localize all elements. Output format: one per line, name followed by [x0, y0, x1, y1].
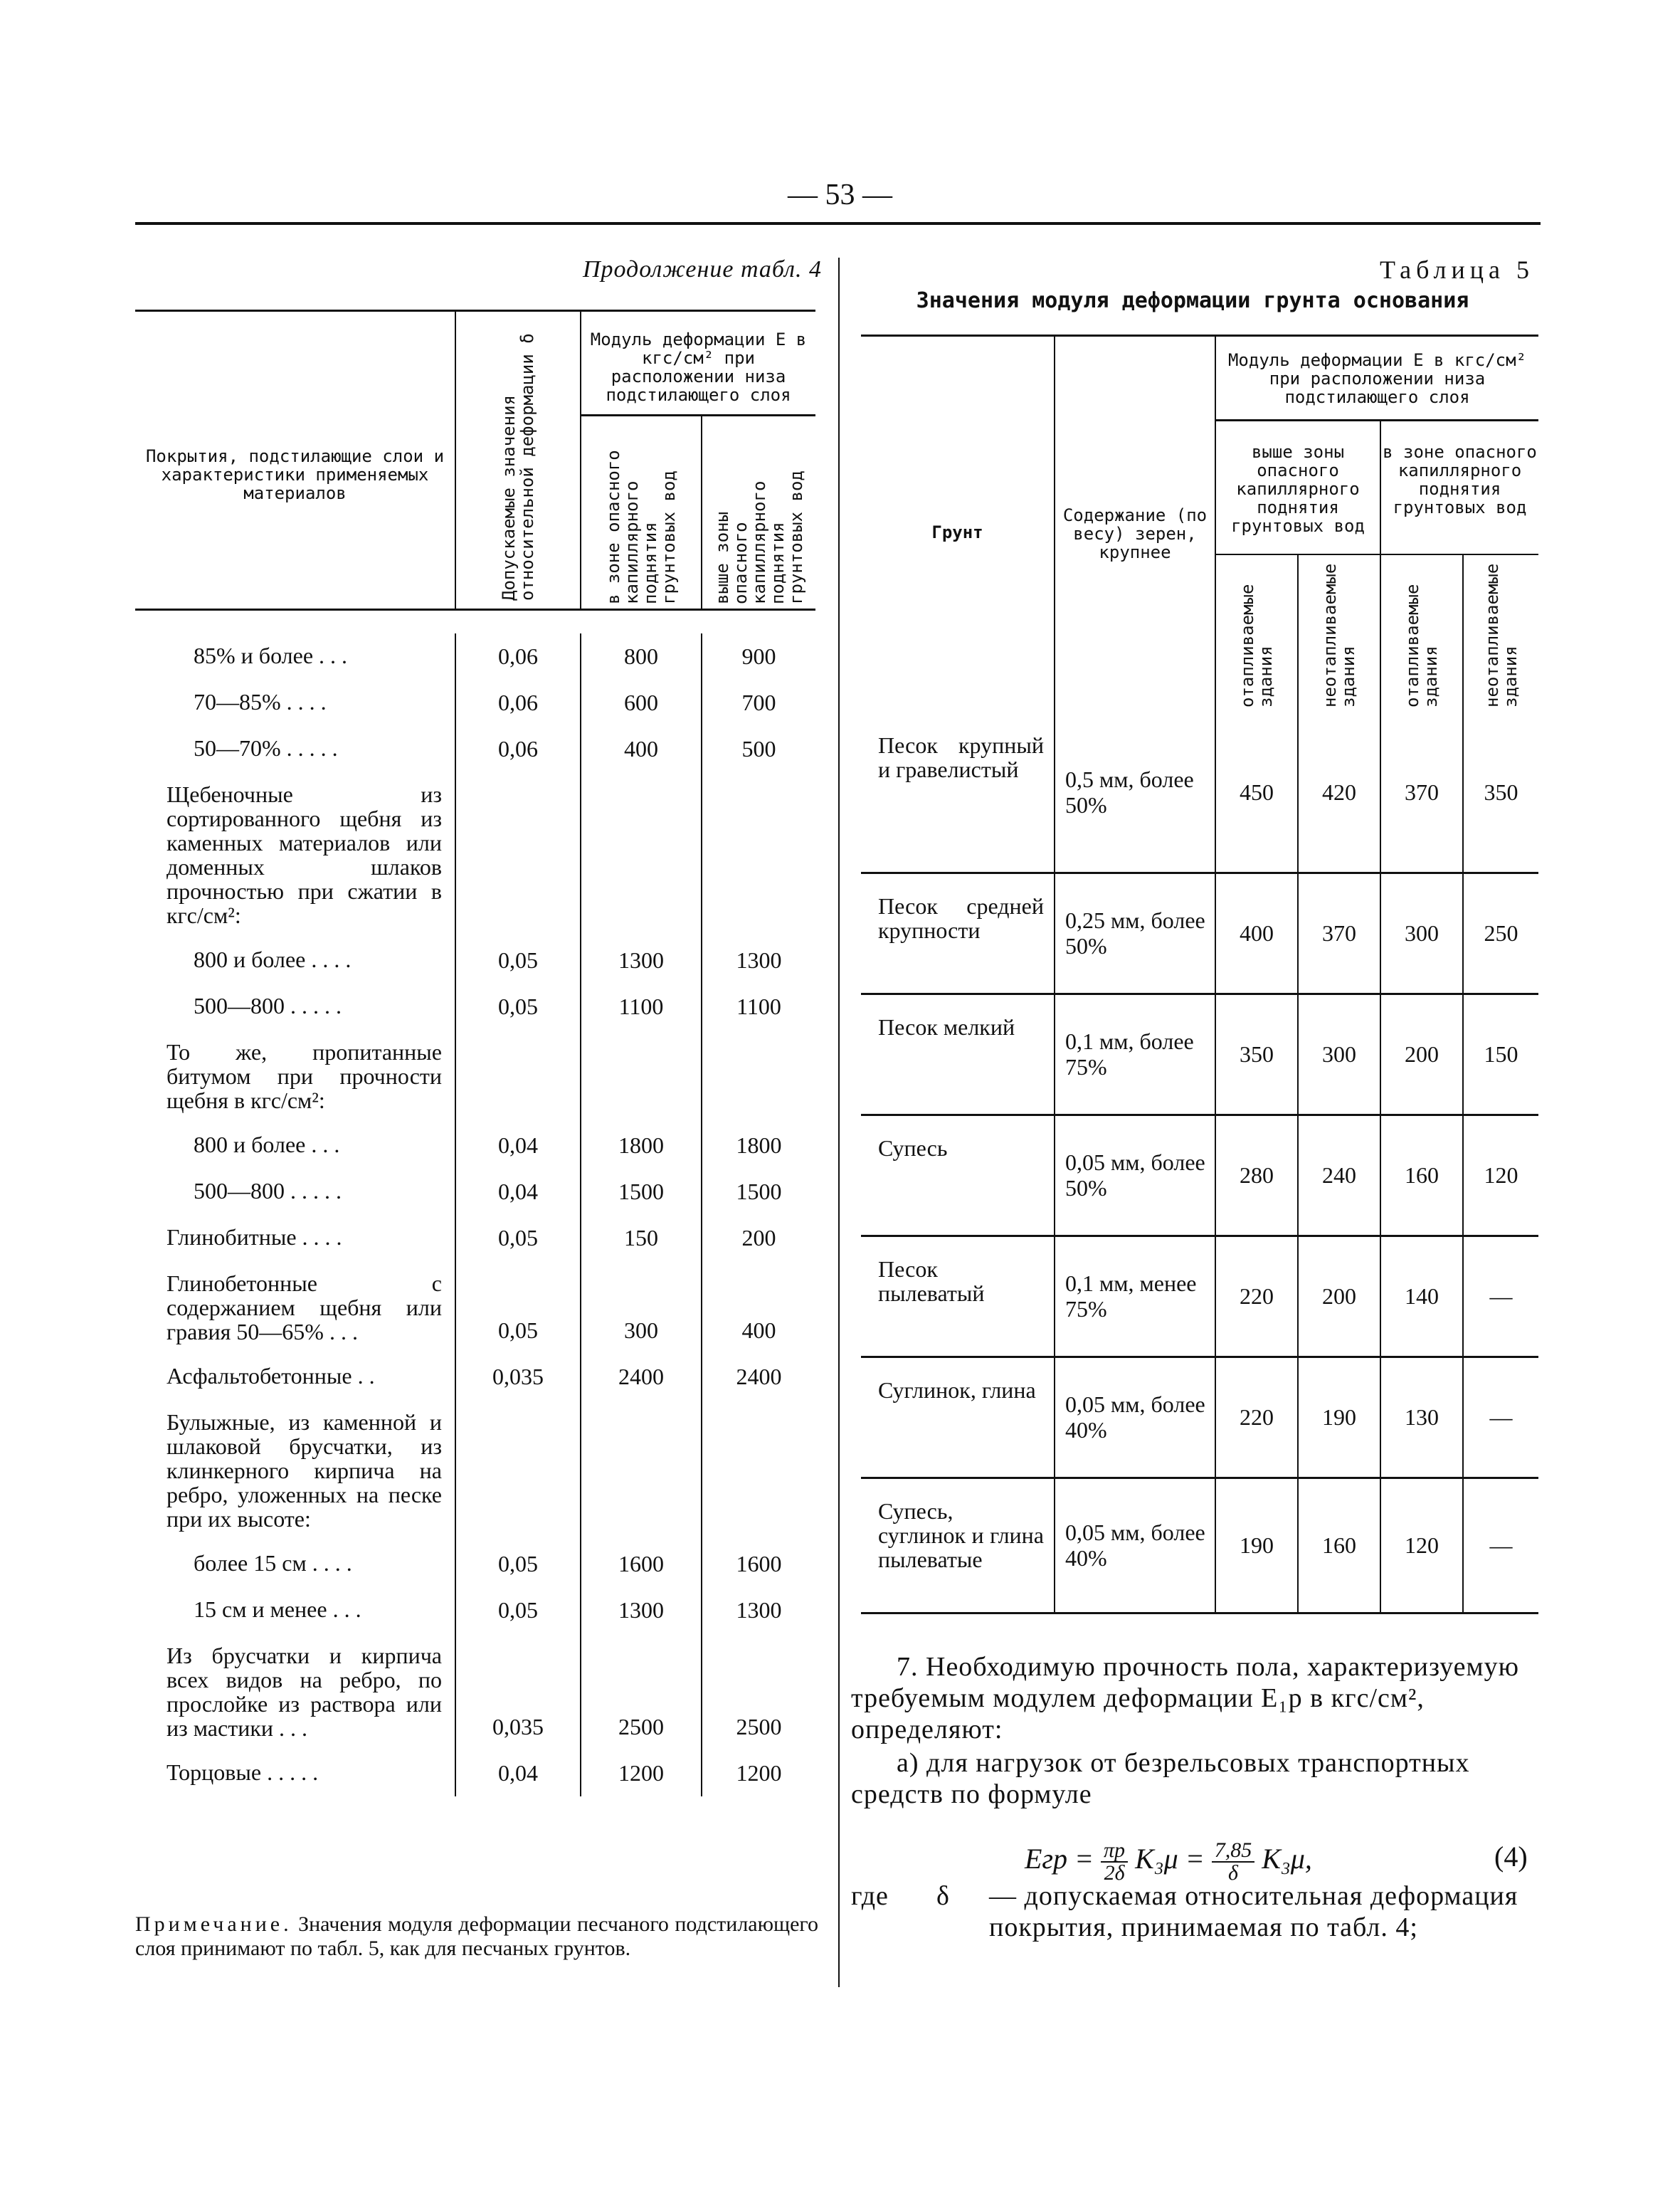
row-value: 160 [1298, 1478, 1380, 1613]
row-value: 220 [1215, 1357, 1298, 1478]
header-coverings: Покрытия, подстилающие слои и характеристики применяемых материалов [135, 311, 455, 610]
row-value: 130 [1380, 1357, 1463, 1478]
table-row [135, 984, 815, 1030]
row-modulus-above-zone: 1600 [702, 1541, 815, 1587]
table-row [135, 633, 815, 680]
row-label: Глинобетонные с содержанием щебня или гравия 50—65% . . . [167, 1270, 442, 1344]
row-label: более 15 см . . . . [194, 1550, 352, 1576]
row-value: 250 [1463, 873, 1538, 994]
table-row [861, 873, 1538, 994]
row-label: Из брусчатки и кирпича всех видов на ребро, по прослойке из раствора или из мастики . . . [167, 1643, 442, 1741]
row-delta: 0,035 [455, 1633, 581, 1750]
row-modulus-above-zone: 500 [702, 726, 815, 772]
formula-fraction-2 [1212, 1840, 1255, 1884]
row-modulus-above-zone: 1300 [702, 1587, 815, 1633]
row-soil: Песок средней крупности [861, 873, 1055, 994]
table-5-label: Таблица 5 [1380, 256, 1534, 284]
row-value: 300 [1298, 994, 1380, 1115]
row-content: 0,05 мм, более 40% [1055, 1478, 1215, 1613]
delta-symbol: δ [936, 1881, 950, 1911]
table-row [861, 1115, 1538, 1236]
header-in-zone: в зоне опасного капиллярного поднятия грунтовых вод [603, 450, 679, 604]
table-row [135, 1633, 815, 1750]
header-content: Содержание (по весу) зерен, крупнее [1055, 336, 1215, 714]
formula-tail: K₃μ, [1262, 1843, 1312, 1875]
row-modulus-in-zone [581, 1400, 702, 1541]
where-label: где [851, 1881, 889, 1911]
table-4-rows [135, 633, 818, 1796]
header-unheated-2: неотапливаемые здания [1481, 563, 1521, 707]
row-delta: 0,04 [455, 1122, 581, 1169]
row-delta: 0,04 [455, 1169, 581, 1215]
table-row [135, 1261, 815, 1354]
table-row [135, 1587, 815, 1633]
formula-fraction-1 [1101, 1840, 1128, 1884]
header-heated-2: отапливаемые здания [1402, 584, 1441, 707]
table-row [135, 1122, 815, 1169]
row-value: 190 [1215, 1478, 1298, 1613]
row-modulus-in-zone: 1300 [581, 937, 702, 984]
header-modulus-group: Модуль деформации E в кгс/см² при расположении низа подстилающего слоя [581, 311, 815, 416]
header-unheated-1: неотапливаемые здания [1320, 563, 1358, 707]
row-modulus-in-zone: 1300 [581, 1587, 702, 1633]
row-value: 350 [1215, 994, 1298, 1115]
row-value: 200 [1298, 1236, 1380, 1357]
row-modulus-in-zone: 800 [581, 633, 702, 680]
row-label: 800 и более . . . . [194, 947, 352, 972]
row-modulus-above-zone: 1100 [702, 984, 815, 1030]
table-5-caption: Значения модуля деформации грунта основания [916, 288, 1469, 313]
table-continuation-label: Продолжение табл. 4 [582, 256, 822, 283]
row-modulus-above-zone: 200 [702, 1215, 815, 1261]
fraction-2-denominator: δ [1227, 1861, 1238, 1885]
row-modulus-above-zone: 700 [702, 680, 815, 726]
row-modulus-above-zone [702, 1400, 815, 1541]
row-soil: Песок пылеватый [861, 1236, 1055, 1357]
row-modulus-in-zone: 2500 [581, 1633, 702, 1750]
row-value: 240 [1298, 1115, 1380, 1236]
table-row [135, 1541, 815, 1587]
row-label: Щебеночные из сортированного щебня из каменных материалов или доменных шлаков прочностью при сжатии в кгс/см²: [167, 781, 442, 928]
table-row [135, 680, 815, 726]
row-delta: 0,04 [455, 1750, 581, 1796]
table-5 [861, 335, 1538, 1614]
row-value: — [1463, 1357, 1538, 1478]
row-value: 140 [1380, 1236, 1463, 1357]
row-content: 0,25 мм, более 50% [1055, 873, 1215, 994]
row-modulus-above-zone: 1800 [702, 1122, 815, 1169]
header-delta: Допускаемые значения относительной деформации δ [499, 333, 537, 601]
header-modulus-group: Модуль деформации E в кгс/см² при расположении низа подстилающего слоя [1215, 336, 1538, 421]
header-in-zone: в зоне опасного капиллярного поднятия грунтовых вод [1380, 421, 1538, 555]
table-4-continuation [135, 310, 815, 611]
row-delta: 0,05 [455, 1215, 581, 1261]
row-label: 50—70% . . . . . [194, 735, 338, 761]
row-value: 120 [1463, 1115, 1538, 1236]
row-modulus-in-zone: 1500 [581, 1169, 702, 1215]
table-row [861, 994, 1538, 1115]
header-above-zone: выше зоны опасного капиллярного поднятия грунтовых вод [712, 470, 806, 604]
row-value: 400 [1215, 873, 1298, 994]
header-heated-1: отапливаемые здания [1237, 584, 1276, 707]
row-modulus-in-zone: 1600 [581, 1541, 702, 1587]
row-label: Асфальтобетонные . . [167, 1363, 375, 1389]
table-row [135, 726, 815, 772]
row-delta: 0,05 [455, 937, 581, 984]
header-unheated-1-cell [1298, 554, 1380, 713]
table-row [135, 772, 815, 937]
row-content: 0,1 мм, менее 75% [1055, 1236, 1215, 1357]
row-label: Булыжные, из каменной и шлаковой брусчатки, из клинкерного кирпича на ребро, уложенных на песке при их высоте: [167, 1409, 442, 1532]
row-value: 370 [1380, 713, 1463, 873]
row-value: 160 [1380, 1115, 1463, 1236]
row-delta: 0,05 [455, 1261, 581, 1354]
row-modulus-in-zone [581, 772, 702, 937]
row-label: Глинобитные . . . . [167, 1224, 342, 1250]
row-label: 15 см и менее . . . [194, 1596, 361, 1622]
table-row [135, 937, 815, 984]
row-value: 370 [1298, 873, 1380, 994]
row-label: 800 и более . . . [194, 1132, 340, 1157]
row-modulus-above-zone [702, 1030, 815, 1122]
table-row [135, 1400, 815, 1541]
row-value: — [1463, 1478, 1538, 1613]
row-soil: Песок мелкий [861, 994, 1055, 1115]
row-delta: 0,035 [455, 1354, 581, 1400]
row-soil: Супесь, суглинок и глина пылеватые [861, 1478, 1055, 1613]
formula-4 [1025, 1840, 1312, 1884]
fraction-1-denominator: 2δ [1104, 1861, 1125, 1885]
row-value: 350 [1463, 713, 1538, 873]
row-delta: 0,05 [455, 1587, 581, 1633]
header-heated-2-cell [1380, 554, 1463, 713]
table-row [135, 1030, 815, 1122]
formula-lhs: Eгр = [1025, 1843, 1094, 1875]
table-row [861, 1478, 1538, 1613]
row-modulus-above-zone: 900 [702, 633, 815, 680]
row-value: 220 [1215, 1236, 1298, 1357]
table-row [861, 1357, 1538, 1478]
row-delta: 0,06 [455, 633, 581, 680]
table-4-body [135, 633, 815, 1796]
row-modulus-in-zone [581, 1030, 702, 1122]
row-modulus-in-zone: 1800 [581, 1122, 702, 1169]
row-modulus-above-zone: 1300 [702, 937, 815, 984]
table-row [135, 1750, 815, 1796]
row-delta: 0,06 [455, 680, 581, 726]
row-modulus-in-zone: 2400 [581, 1354, 702, 1400]
formula-mid: K₃μ = [1135, 1843, 1205, 1875]
top-rule [135, 222, 1541, 225]
row-value: 200 [1380, 994, 1463, 1115]
row-value: 450 [1215, 713, 1298, 873]
row-value: 300 [1380, 873, 1463, 994]
header-delta-cell [455, 311, 581, 610]
header-above-zone-cell [702, 416, 815, 610]
row-value: 120 [1380, 1478, 1463, 1613]
header-above-zone: выше зоны опасного капиллярного поднятия грунтовых вод [1215, 421, 1380, 555]
table-4-note [135, 1912, 818, 1961]
row-delta [455, 772, 581, 937]
row-modulus-in-zone: 1100 [581, 984, 702, 1030]
row-modulus-in-zone: 150 [581, 1215, 702, 1261]
row-modulus-above-zone: 1200 [702, 1750, 815, 1796]
where-definition: — допускаемая относительная деформация покрытия, принимаемая по табл. 4; [989, 1881, 1518, 1942]
row-value: 190 [1298, 1357, 1380, 1478]
row-soil: Супесь [861, 1115, 1055, 1236]
note-label: Примечание. [135, 1912, 292, 1936]
row-value: 150 [1463, 994, 1538, 1115]
row-label: То же, пропитанные битумом при прочности щебня в кгс/см²: [167, 1039, 442, 1113]
table-row [135, 1169, 815, 1215]
row-modulus-above-zone [702, 772, 815, 937]
fraction-1-numerator: πp [1101, 1840, 1128, 1863]
row-delta: 0,05 [455, 1541, 581, 1587]
header-soil: Грунт [861, 336, 1055, 714]
row-modulus-in-zone: 1200 [581, 1750, 702, 1796]
paragraph-7: 7. Необходимую прочность пола, характеризуемую требуемым модулем деформации E₁р в кгс/см², определяют: [851, 1652, 1519, 1744]
row-delta [455, 1400, 581, 1541]
header-heated-1-cell [1215, 554, 1298, 713]
row-value: 280 [1215, 1115, 1298, 1236]
row-modulus-above-zone: 2500 [702, 1633, 815, 1750]
row-delta: 0,05 [455, 984, 581, 1030]
row-delta: 0,06 [455, 726, 581, 772]
row-soil: Песок крупный и гравелистый [861, 713, 1055, 873]
row-label: Торцовые . . . . . [167, 1759, 319, 1785]
header-in-zone-cell [581, 416, 702, 610]
table-row [135, 1215, 815, 1261]
row-content: 0,1 мм, более 75% [1055, 994, 1215, 1115]
paragraph-a: а) для нагрузок от безрельсовых транспортных средств по формуле [851, 1748, 1470, 1809]
header-unheated-2-cell [1463, 554, 1538, 713]
row-modulus-in-zone: 400 [581, 726, 702, 772]
row-value: 420 [1298, 713, 1380, 873]
row-soil: Суглинок, глина [861, 1357, 1055, 1478]
row-content: 0,05 мм, более 50% [1055, 1115, 1215, 1236]
equation-number: (4) [1494, 1841, 1528, 1873]
column-divider [838, 258, 840, 1987]
row-delta [455, 1030, 581, 1122]
table-row [135, 1354, 815, 1400]
row-modulus-in-zone: 300 [581, 1261, 702, 1354]
row-modulus-in-zone: 600 [581, 680, 702, 726]
fraction-2-numerator: 7,85 [1212, 1840, 1255, 1863]
table-row [861, 1236, 1538, 1357]
row-label: 70—85% . . . . [194, 689, 327, 715]
page-number: — 53 — [788, 179, 892, 211]
row-modulus-above-zone: 400 [702, 1261, 815, 1354]
row-value: — [1463, 1236, 1538, 1357]
row-modulus-above-zone: 2400 [702, 1354, 815, 1400]
row-label: 500—800 . . . . . [194, 1178, 342, 1204]
row-content: 0,5 мм, более 50% [1055, 713, 1215, 873]
table-row [861, 713, 1538, 873]
row-modulus-above-zone: 1500 [702, 1169, 815, 1215]
note-text: Значения модуля деформации песчаного подстилающего слоя принимают по табл. 5, как для песчаных грунтов. [135, 1912, 818, 1960]
row-content: 0,05 мм, более 40% [1055, 1357, 1215, 1478]
row-label: 85% и более . . . [194, 643, 348, 668]
row-label: 500—800 . . . . . [194, 993, 342, 1018]
